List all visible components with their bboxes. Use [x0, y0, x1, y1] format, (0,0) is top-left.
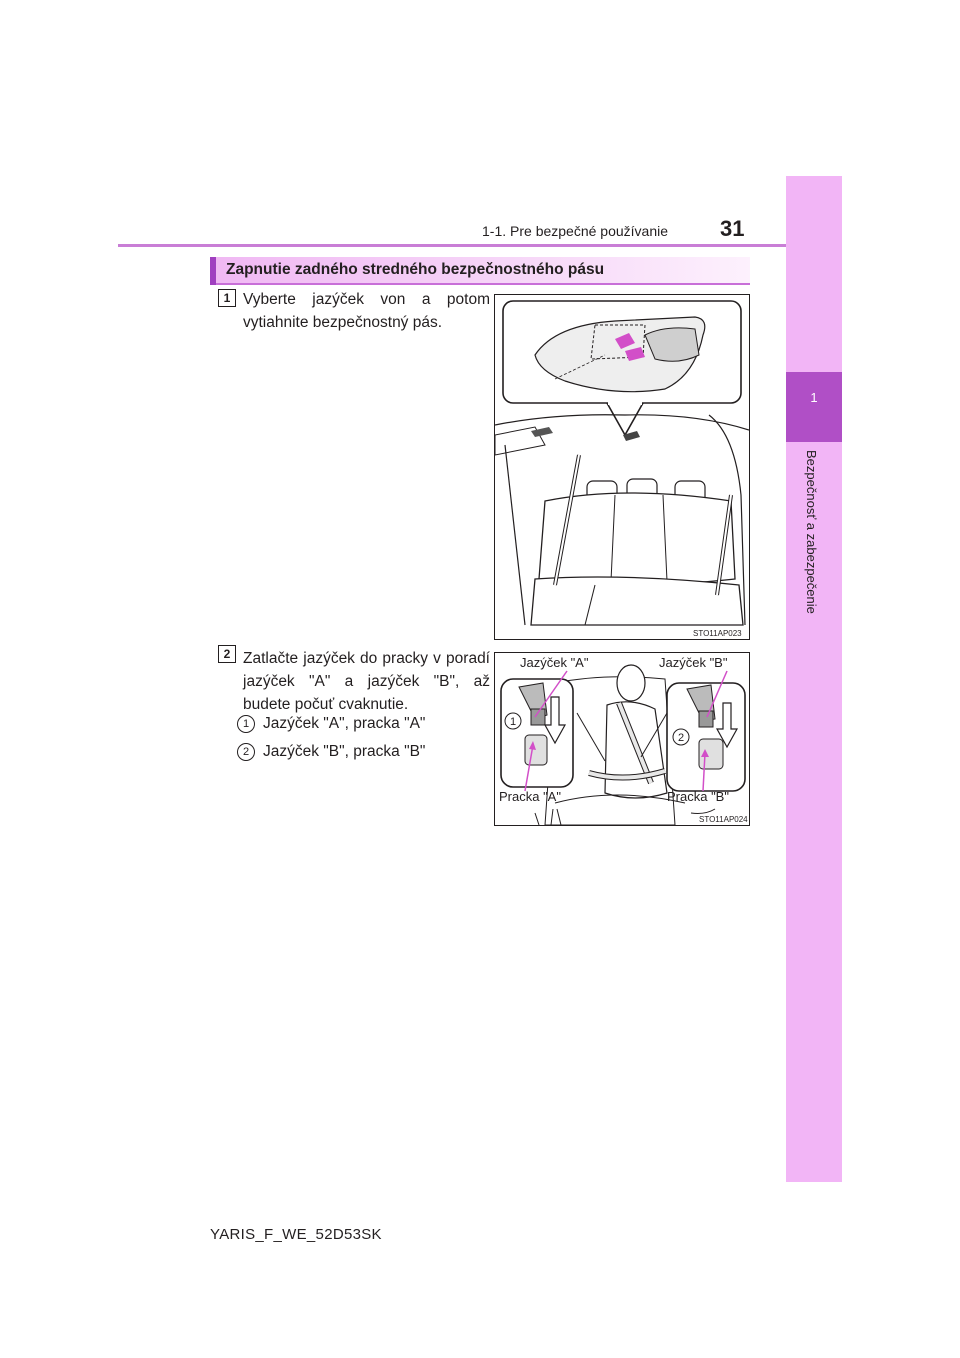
- rear-seat-illustration: [495, 295, 749, 639]
- label-tongue-b: Jazýček "B": [659, 655, 728, 670]
- step-1-text: Vyberte jazýček von a potom vytiahnite bezpečnostný pás.: [243, 291, 490, 331]
- chapter-tab-active[interactable]: [786, 372, 842, 442]
- section-heading-text: Zapnutie zadného stredného bezpečnostného pásu: [226, 261, 605, 278]
- figure-1-code: STO11AP023: [693, 629, 742, 638]
- chapter-number: 1: [810, 390, 818, 405]
- page-number: 31: [720, 216, 745, 241]
- chapter-title: Bezpečnosť a zabezpečenie: [804, 450, 819, 614]
- footer-doc-code: YARIS_F_WE_52D53SK: [210, 1226, 382, 1243]
- step-1-badge: 1: [218, 289, 236, 307]
- sub-item-1: [237, 715, 425, 733]
- header-section-title: 1-1. Pre bezpečné používanie: [482, 223, 669, 239]
- buckle-illustration: [495, 653, 749, 825]
- sub-item-2: [237, 743, 425, 761]
- figure-buckle: [494, 652, 750, 826]
- section-heading: [210, 257, 750, 285]
- sub-item-1-text: Jazýček "A", pracka "A": [263, 715, 426, 732]
- figure-rear-seat: [494, 294, 750, 640]
- step-2-text: Zatlačte jazýček do pracky v poradí jazýček "A" a jazýček "B", až budete počuť cvaknutie.: [243, 650, 490, 713]
- sub-item-2-text: Jazýček "B", pracka "B": [263, 743, 426, 760]
- figure-2-code: STO11AP024: [699, 815, 748, 824]
- section-heading-bar: [210, 257, 216, 285]
- label-tongue-a: Jazýček "A": [520, 655, 589, 670]
- step-2-badge: 2: [218, 645, 236, 663]
- sub-item-1-number: 1: [237, 715, 255, 733]
- label-buckle-a: Pracka "A": [499, 789, 561, 804]
- callout-2: 2: [677, 732, 685, 744]
- sub-item-2-number: 2: [237, 743, 255, 761]
- label-buckle-b: Pracka "B": [667, 789, 729, 804]
- header-rule: [118, 244, 786, 247]
- callout-1: 1: [509, 716, 517, 728]
